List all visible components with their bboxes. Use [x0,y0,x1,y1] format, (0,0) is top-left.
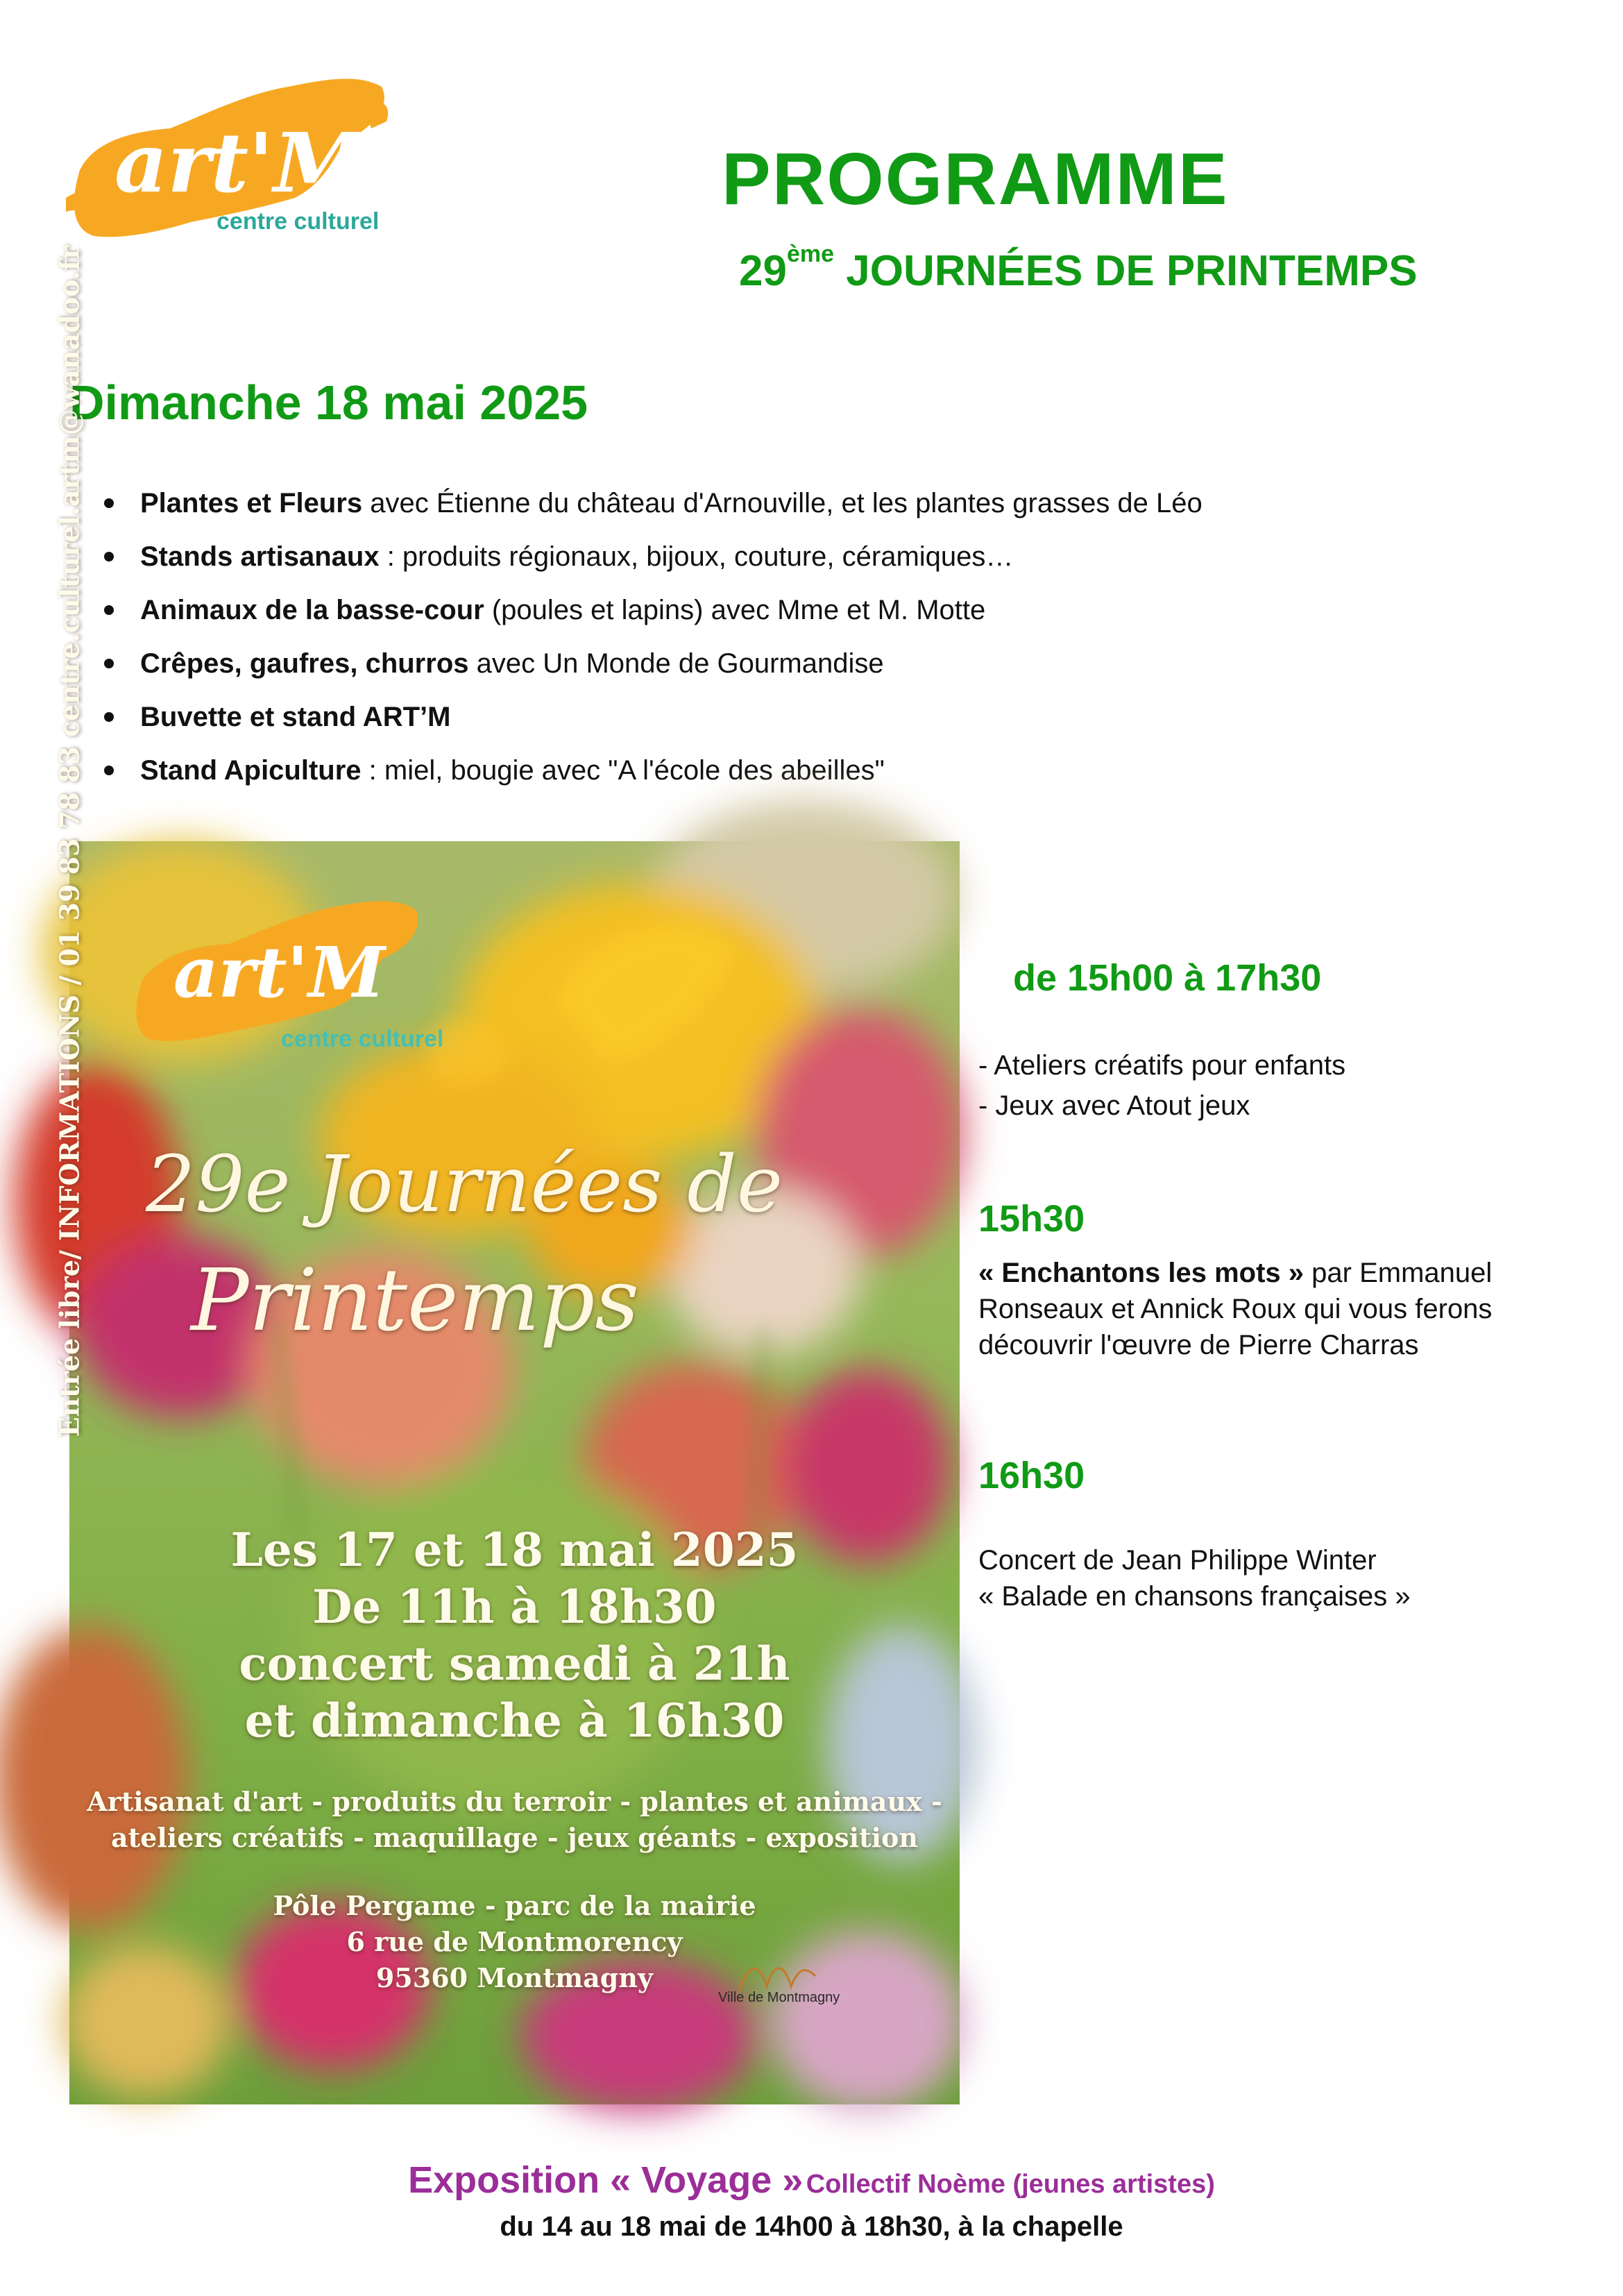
poster-title-line2: Printemps [191,1251,640,1351]
list-item [104,753,1203,807]
activities-list [104,486,1203,807]
subtitle-sup: ème [786,241,835,267]
poster-features-line1: Artisanat d'art - produits du terroir - plantes et animaux - [87,1786,942,1817]
schedule-time3: 16h30 [978,1455,1085,1496]
activity-text: avec Étienne du château d'Arnouville, et les plantes grasses de Léo [362,488,1203,518]
bullet-icon [104,552,114,562]
list-item [104,646,1203,700]
activity-bold: Stands artisanaux [140,541,380,572]
logo-text: art'M [114,115,364,211]
logo-subtitle: centre culturel [216,208,380,235]
schedule-time3-line: Concert de Jean Philippe Winter [978,1545,1377,1576]
bullet-icon [104,659,114,668]
activity-bold: Animaux de la basse-cour [140,595,484,625]
schedule-item: - Jeux avec Atout jeux [978,1090,1250,1121]
poster-address-line1: Pôle Pergame - parc de la mairie [273,1890,756,1921]
bullet-icon [104,712,114,722]
exposition-heading [0,2159,1623,2202]
poster-dates: Les 17 et 18 mai 2025 [230,1523,799,1577]
poster-features-line2: ateliers créatifs - maquillage - jeux géants - exposition [110,1822,919,1853]
schedule-time2-rest: par Emmanuel Ronseaux et Annick Roux qui vous ferons découvrir l'œuvre de Pierre Charras [978,1258,1493,1360]
list-item [104,593,1203,646]
poster-side-text: Entrée libre/ INFORMATIONS / 01 39 83 78 83 centre.culturel.artm@wanadoo.fr [53,245,85,1437]
exposition-title: Exposition « Voyage » [408,2159,804,2201]
exposition-block [0,2159,1623,2243]
schedule-time2-bold: « Enchantons les mots » [978,1258,1305,1288]
bullet-icon [104,766,114,775]
poster-hours: De 11h à 18h30 [312,1580,717,1634]
bullet-icon [104,605,114,615]
activity-text: (poules et lapins) avec Mme et M. Motte [484,595,986,625]
activity-text: avec Un Monde de Gourmandise [468,648,884,679]
subtitle-rest: JOURNÉES DE PRINTEMPS [834,247,1418,295]
poster-address-line3: 95360 Montmagny [375,1962,654,1993]
activity-bold: Stand Apiculture [140,755,362,786]
poster-address-line2: 6 rue de Montmorency [346,1926,683,1957]
poster-logo-subtitle: centre culturel [281,1026,444,1052]
exposition-dates: du 14 au 18 mai de 14h00 à 18h30, à la chapelle [500,2211,1123,2242]
activity-bold: Buvette et stand ART’M [140,702,451,732]
activity-text: : produits régionaux, bijoux, couture, céramiques… [379,541,1014,572]
list-item [104,539,1203,593]
bullet-icon [104,498,114,508]
page-subtitle [739,241,1418,296]
schedule-item: - Ateliers créatifs pour enfants [978,1050,1346,1081]
activity-text: : miel, bougie avec "A l'école des abeilles" [361,755,885,786]
list-item [104,486,1203,539]
date-heading: Dimanche 18 mai 2025 [69,375,588,430]
schedule-time3-line: « Balade en chansons françaises » [978,1581,1411,1612]
page-title: PROGRAMME [722,138,1229,220]
subtitle-number: 29 [739,247,787,295]
poster-logo-text: art'M [173,931,385,1013]
activity-bold: Crêpes, gaufres, churros [140,648,469,679]
poster-concert1: concert samedi à 21h [239,1637,790,1691]
activity-bold: Plantes et Fleurs [140,488,363,518]
schedule-time2-desc [978,1255,1589,1363]
ville-logo-text: Ville de Montmagny [718,1990,840,2005]
exposition-collective: Collectif Noème (jeunes artistes) [806,2170,1215,2199]
schedule-time2: 15h30 [978,1198,1085,1240]
schedule-time1: de 15h00 à 17h30 [1013,957,1322,999]
list-item [104,700,1203,753]
poster-title-line1: 29e Journées de [146,1140,783,1230]
poster-concert2: et dimanche à 16h30 [244,1694,785,1748]
